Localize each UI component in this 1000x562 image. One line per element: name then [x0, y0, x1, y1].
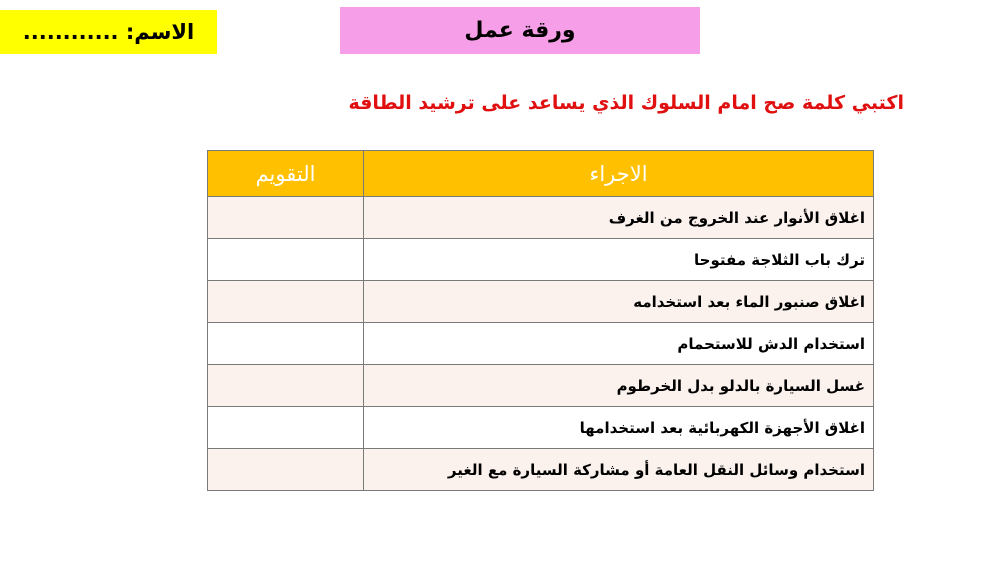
- table-row: [208, 281, 874, 323]
- table-row: [208, 407, 874, 449]
- table-header-row: [208, 151, 874, 197]
- action-cell: اغلاق الأنوار عند الخروج من الغرف: [364, 197, 874, 239]
- action-cell: اغلاق الأجهزة الكهربائية بعد استخدامها: [364, 407, 874, 449]
- instruction-text: اكتبي كلمة صح امام السلوك الذي يساعد على ترشيد الطاقة: [348, 92, 904, 114]
- evaluation-cell[interactable]: [208, 323, 364, 365]
- table-row: [208, 449, 874, 491]
- action-cell: استخدام وسائل النقل العامة أو مشاركة السيارة مع الغير: [364, 449, 874, 491]
- evaluation-cell[interactable]: [208, 281, 364, 323]
- worksheet-table: [207, 150, 874, 491]
- table-row: [208, 197, 874, 239]
- evaluation-cell[interactable]: [208, 449, 364, 491]
- header-action: الاجراء: [364, 151, 874, 197]
- action-cell: غسل السيارة بالدلو بدل الخرطوم: [364, 365, 874, 407]
- name-label: الاسم: ............: [0, 10, 217, 54]
- evaluation-cell[interactable]: [208, 407, 364, 449]
- evaluation-cell[interactable]: [208, 365, 364, 407]
- evaluation-cell[interactable]: [208, 239, 364, 281]
- header-evaluation: التقويم: [208, 151, 364, 197]
- table-row: [208, 365, 874, 407]
- action-cell: اغلاق صنبور الماء بعد استخدامه: [364, 281, 874, 323]
- action-cell: ترك باب الثلاجة مفتوحا: [364, 239, 874, 281]
- evaluation-cell[interactable]: [208, 197, 364, 239]
- action-cell: استخدام الدش للاستحمام: [364, 323, 874, 365]
- table-row: [208, 323, 874, 365]
- worksheet-title: ورقة عمل: [340, 7, 700, 54]
- table-row: [208, 239, 874, 281]
